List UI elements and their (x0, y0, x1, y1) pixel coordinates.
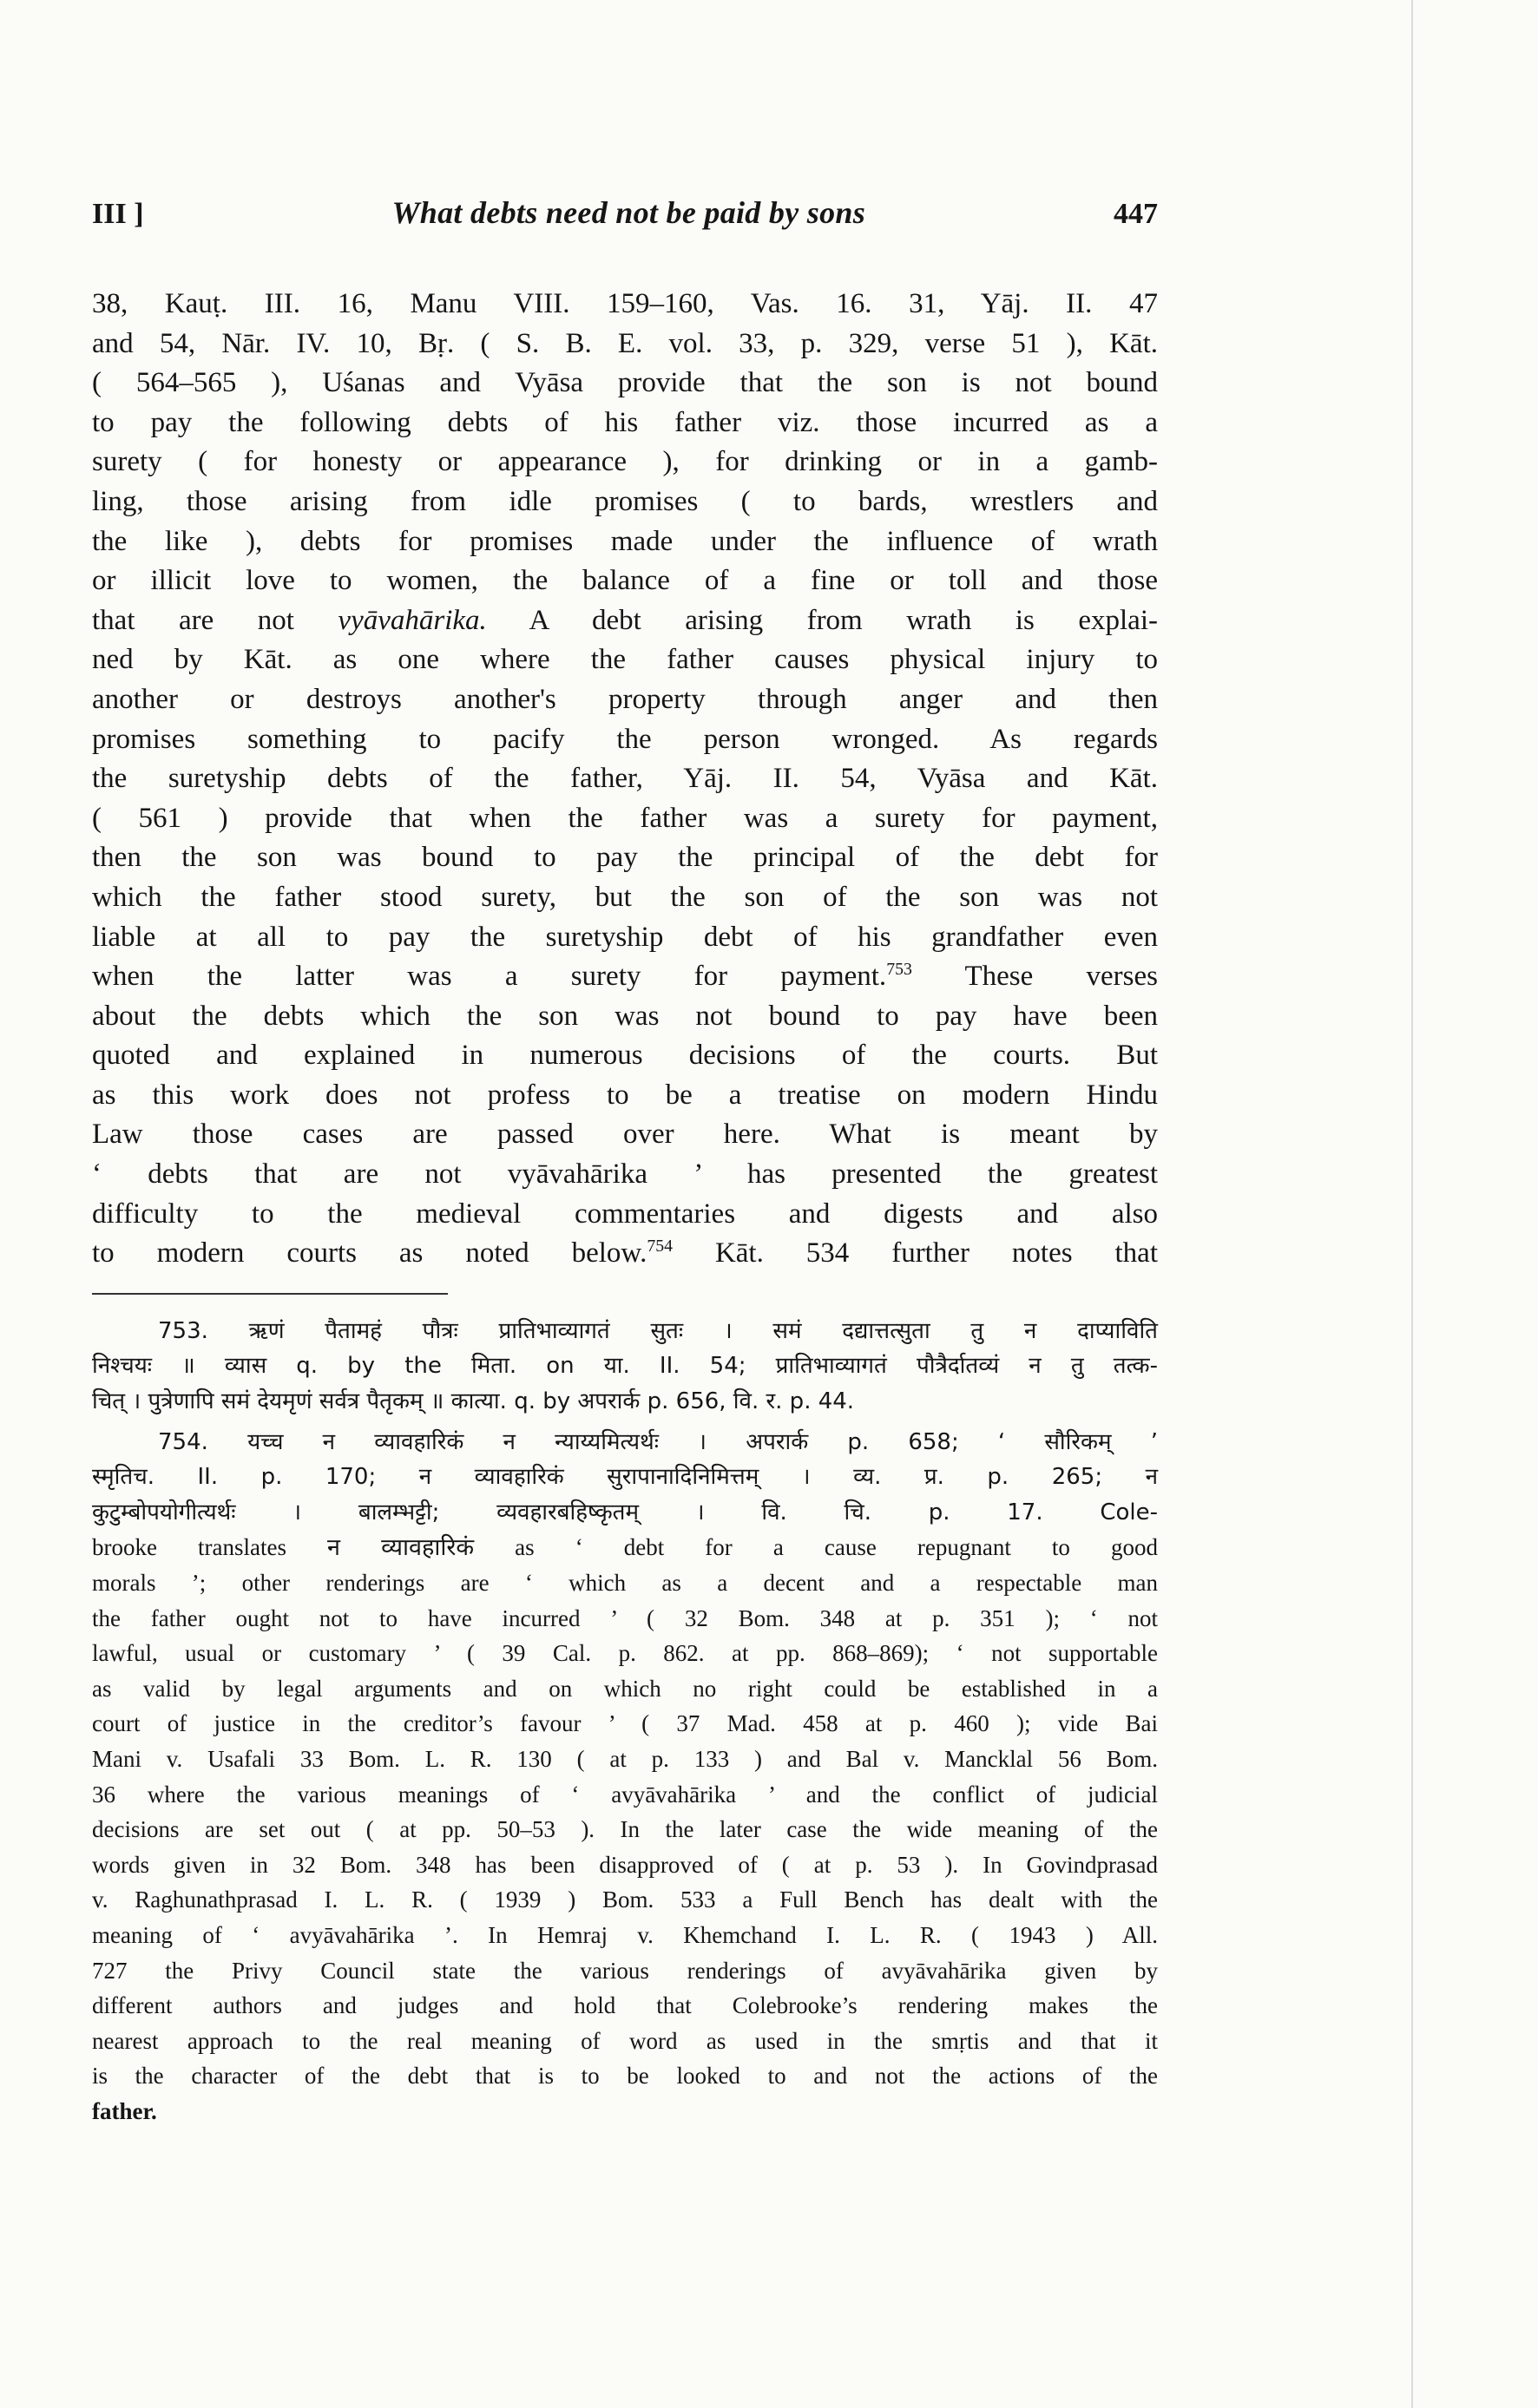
text-line-with-italic (92, 601, 1158, 641)
footnote-line: कुटुम्बोपयोगीत्यर्थः । बालम्भट्टी; व्यवहारबहिष्कृतम् । वि. चि. p. 17. Cole- (92, 1499, 1158, 1526)
footnote-line: चित् । पुत्रेणापि समं देयमृणं सर्वत्र पैतृकम् ॥ कात्या. q. by अपरार्क p. 656, वि. र. p. 44. (92, 1388, 855, 1415)
text-line: the suretyship debts of the father, Yāj. II. 54, Vyāsa and Kāt. (92, 763, 1158, 795)
text-line: Law those cases are passed over here. What is meant by (92, 1119, 1158, 1151)
text-line: promises something to pacify the person wronged. As regards (92, 723, 1158, 755)
page-number: 447 (1114, 198, 1158, 230)
footnote-line: decisions are set out ( at pp. 50–53 ). In the later case the wide meaning of the (92, 1816, 1158, 1843)
text-segment: These verses (911, 961, 1158, 993)
text-line: to pay the following debts of his father viz. those incurred as a (92, 406, 1158, 438)
footnote-line: 36 where the various meanings of ‘ avyāvahārika ’ and the conflict of judicial (92, 1781, 1158, 1808)
text-line: ned by Kāt. as one where the father causes physical injury to (92, 644, 1158, 676)
footnote-line: morals ’; other renderings are ‘ which as a decent and a respectable man (92, 1570, 1158, 1596)
footnote-ref-754[interactable]: 754 (647, 1237, 674, 1256)
text-line: then the son was bound to pay the principal of the debt for (92, 842, 1158, 874)
text-line: ling, those arising from idle promises ( to bards, wrestlers and (92, 485, 1158, 517)
footnote-line: स्मृतिच. II. p. 170; न व्यावहारिकं सुरापानादिनिमित्तम् । व्य. प्र. p. 265; न (92, 1464, 1158, 1491)
footnote-line: the father ought not to have incurred ’ ( 32 Bom. 348 at p. 351 ); ‘ not (92, 1604, 1158, 1631)
text-line: which the father stood surety, but the son of the son was not (92, 881, 1158, 913)
running-title: What debts need not be paid by sons (391, 195, 866, 230)
text-line: and 54, Nār. IV. 10, Bṛ. ( S. B. E. vol. 33, p. 329, verse 51 ), Kāt. (92, 327, 1158, 359)
section-marker: III ] (92, 198, 144, 230)
text-line: as this work does not profess to be a treatise on modern Hindu (92, 1079, 1158, 1111)
text-line: surety ( for honesty or appearance ), for drinking or in a gamb- (92, 446, 1158, 478)
footnote-line: nearest approach to the real meaning of word as used in the smṛtis and that it (92, 2027, 1158, 2054)
page-edge-line (1411, 0, 1413, 2408)
text-segment: A debt arising from wrath is explai- (486, 604, 1158, 636)
text-line: ( 564–565 ), Uśanas and Vyāsa provide that the son is not bound (92, 367, 1158, 399)
footnote-line: is the character of the debt that is to be looked to and not the actions of the (92, 2063, 1158, 2090)
text-line: about the debts which the son was not bound to pay have been (92, 1000, 1158, 1032)
footnote-753 (92, 1314, 1158, 1420)
text-line-with-ref-754 (92, 1234, 1158, 1274)
footnote-line: as valid by legal arguments and on which no right could be established in a (92, 1675, 1158, 1702)
running-header (92, 194, 1158, 245)
footnote-line: 754. यच्च न व्यावहारिकं न न्याय्यमित्यर्थः । अपरार्क p. 658; ‘ सौरिकम् ’ (158, 1428, 1158, 1455)
footnote-divider (92, 1293, 448, 1295)
text-line: 38, Kauṭ. III. 16, Manu VIII. 159–160, Vas. 16. 31, Yāj. II. 47 (92, 288, 1158, 319)
text-line: another or destroys another's property through anger and then (92, 683, 1158, 715)
text-line: difficulty to the medieval commentaries and digests and also (92, 1197, 1158, 1230)
italic-term: vyāvahārika. (338, 604, 487, 636)
text-line: ( 561 ) provide that when the father was a surety for payment, (92, 802, 1158, 834)
footnote-line: 727 the Privy Council state the various renderings of avyāvahārika given by (92, 1957, 1158, 1984)
text-line: liable at all to pay the suretyship debt of his grandfather even (92, 921, 1158, 953)
text-line: ‘ debts that are not vyāvahārika ’ has presented the greatest (92, 1158, 1158, 1191)
footnote-line: words given in 32 Bom. 348 has been disapproved of ( at p. 53 ). In Govindprasad (92, 1851, 1158, 1878)
footnote-line: father. (92, 2097, 157, 2124)
footnote-line: Mani v. Usafali 33 Bom. L. R. 130 ( at p. 133 ) and Bal v. Mancklal 56 Bom. (92, 1745, 1158, 1772)
text-line: quoted and explained in numerous decisions of the courts. But (92, 1040, 1158, 1072)
footnote-line: court of justice in the creditor’s favour ’ ( 37 Mad. 458 at p. 460 ); vide Bai (92, 1710, 1158, 1737)
footnote-line: lawful, usual or customary ’ ( 39 Cal. p. 862. at pp. 868–869); ‘ not supportable (92, 1640, 1158, 1667)
footnote-line: 753. ऋणं पैतामहं पौत्रः प्रातिभाव्यागतं सुतः । समं दद्यात्तत्सुता तु न दाप्याविति (158, 1317, 1158, 1344)
footnote-ref-753[interactable]: 753 (886, 960, 912, 980)
footnote-line: meaning of ‘ avyāvahārika ’. In Hemraj v. Khemchand I. L. R. ( 1943 ) All. (92, 1921, 1158, 1948)
main-text (92, 285, 1158, 1274)
footnote-line: brooke translates न व्यावहारिकं as ‘ debt for a cause repugnant to good (92, 1534, 1158, 1561)
text-line: or illicit love to women, the balance of a fine or toll and those (92, 565, 1158, 597)
footnote-line: v. Raghunathprasad I. L. R. ( 1939 ) Bom. 533 a Full Bench has dealt with the (92, 1886, 1158, 1913)
footnote-754 (92, 1425, 1158, 2129)
text-segment: to modern courts as noted below. (92, 1237, 647, 1270)
text-segment: Kāt. 534 further notes that (673, 1237, 1158, 1270)
book-page (92, 194, 1158, 2129)
text-line: the like ), debts for promises made under the influence of wrath (92, 525, 1158, 557)
footnote-line: निश्चयः ॥ व्यास q. by the मिता. on या. II. 54; प्रातिभाव्यागतं पौत्रैर्दातव्यं न तु तत्क- (92, 1353, 1158, 1380)
text-segment: when the latter was a surety for payment. (92, 961, 887, 993)
text-line-with-ref-753 (92, 957, 1158, 997)
text-segment: that are not (92, 604, 338, 636)
footnote-line: different authors and judges and hold that Colebrooke’s rendering makes the (92, 1992, 1158, 2019)
